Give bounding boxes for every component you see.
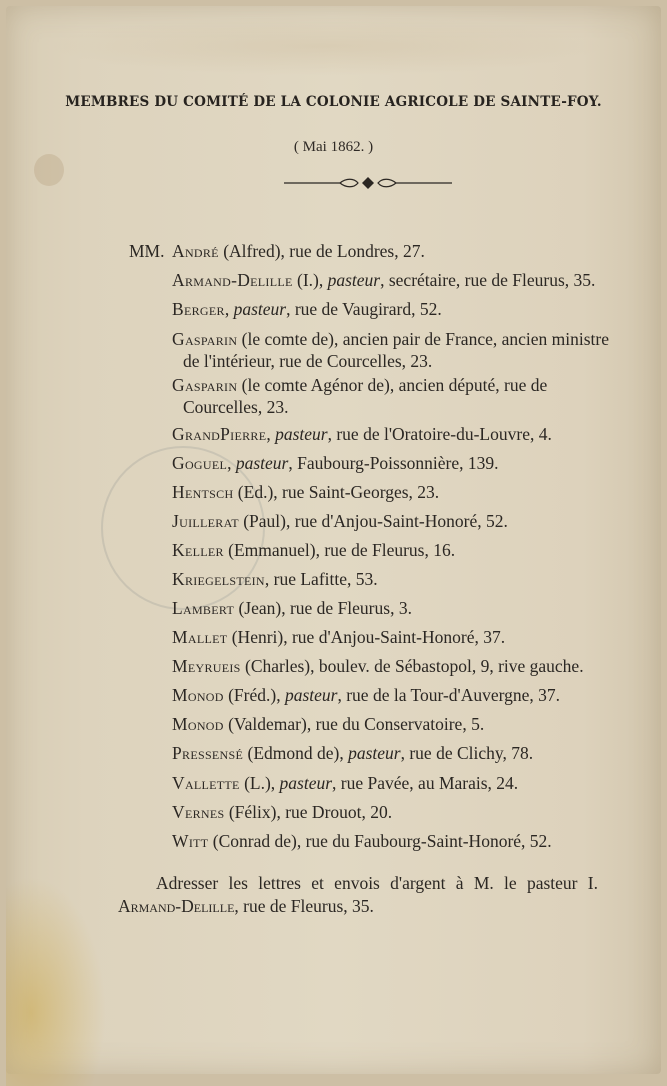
member-entry	[172, 328, 611, 372]
member-detail: (le comte Agénor de), ancien député, rue de Courcelles, 23.	[183, 375, 548, 417]
footer-text: Adresser les lettres et envois d'argent à M. le pasteur I.	[156, 873, 598, 893]
member-detail: (Alfred), rue de Londres, 27.	[218, 241, 425, 261]
member-entry	[172, 568, 611, 590]
member-entry	[172, 830, 611, 852]
member-name: Witt	[172, 831, 209, 851]
member-title: pasteur	[233, 299, 287, 319]
member-entry	[172, 626, 611, 648]
member-detail: (Henri), rue d'Anjou-Saint-Honoré, 37.	[227, 627, 506, 647]
member-detail: , rue Lafitte, 53.	[264, 569, 378, 589]
footer-text-end: , rue de Fleurus, 35.	[234, 896, 374, 916]
member-name: Berger	[172, 299, 225, 319]
document-title: MEMBRES DU COMITÉ DE LA COLONIE AGRICOLE DE SAINTE-FOY.	[65, 94, 602, 110]
member-name: Keller	[172, 540, 224, 560]
member-detail: (Paul), rue d'Anjou-Saint-Honoré, 52.	[238, 511, 508, 531]
member-name: Meyrueis	[172, 656, 241, 676]
member-title: pasteur	[348, 743, 401, 763]
member-entry	[172, 801, 611, 823]
member-name: Goguel	[172, 453, 228, 473]
member-entry	[172, 298, 611, 320]
member-name: Gasparin	[172, 329, 238, 349]
member-detail: (Conrad de), rue du Faubourg-Saint-Honoré, 52.	[208, 831, 552, 851]
member-detail: ,	[224, 299, 234, 319]
member-entry	[172, 374, 611, 418]
member-detail: (Jean), rue de Fleurus, 3.	[234, 598, 412, 618]
member-detail: (Ed.), rue Saint-Georges, 23.	[233, 482, 440, 502]
member-name: Juillerat	[172, 511, 239, 531]
footer-name: Armand-Delille	[118, 896, 235, 916]
member-detail: (L.),	[239, 773, 280, 793]
member-entry	[172, 269, 611, 291]
member-entry	[172, 240, 611, 262]
member-title: pasteur	[284, 685, 338, 705]
member-detail: (Fréd.),	[223, 685, 285, 705]
member-detail: (Edmond de),	[243, 743, 349, 763]
member-title: pasteur	[327, 270, 381, 290]
member-name: Vallette	[172, 773, 240, 793]
document-date: ( Mai 1862. )	[293, 139, 374, 155]
member-detail: (Charles), boulev. de Sébastopol, 9, rive gauche.	[240, 656, 584, 676]
member-detail: (Félix), rue Drouot, 20.	[224, 802, 393, 822]
member-title: pasteur	[279, 773, 333, 793]
member-name: Pressensé	[172, 743, 244, 763]
member-name: GrandPierre	[172, 424, 267, 444]
member-entry	[172, 481, 611, 503]
member-detail: (Emmanuel), rue de Fleurus, 16.	[223, 540, 456, 560]
member-name: André	[172, 241, 219, 261]
member-entry	[172, 655, 611, 677]
member-address: , Faubourg-Poissonnière, 139.	[288, 453, 499, 473]
member-detail: (le comte de), ancien pair de France, ancien ministre de l'intérieur, rue de Courcelles, 23.	[183, 329, 610, 371]
member-detail: (I.),	[292, 270, 328, 290]
member-name: Armand-Delille	[172, 270, 293, 290]
member-entry	[172, 539, 611, 561]
member-entry	[172, 597, 611, 619]
member-name: Kriegelstein	[172, 569, 265, 589]
member-title: pasteur	[275, 424, 328, 444]
member-entry	[172, 452, 611, 474]
member-entry	[172, 423, 611, 445]
member-name: Vernes	[172, 802, 225, 822]
member-name: Monod	[172, 685, 224, 705]
member-address: , rue de la Tour-d'Auvergne, 37.	[337, 685, 561, 705]
member-entry	[172, 684, 611, 706]
member-name: Hentsch	[172, 482, 234, 502]
member-entry	[172, 742, 611, 764]
member-address: , secrétaire, rue de Fleurus, 35.	[380, 270, 596, 290]
member-name: Monod	[172, 714, 224, 734]
member-detail: ,	[227, 453, 236, 473]
member-name: Lambert	[172, 598, 235, 618]
member-name: Gasparin	[172, 375, 238, 395]
member-name: Mallet	[172, 627, 228, 647]
member-detail: (Valdemar), rue du Conservatoire, 5.	[223, 714, 485, 734]
member-address: , rue de Clichy, 78.	[400, 743, 534, 763]
member-detail: ,	[266, 424, 276, 444]
member-title: pasteur	[235, 453, 289, 473]
member-entry	[172, 713, 611, 735]
member-address: , rue de l'Oratoire-du-Louvre, 4.	[327, 424, 552, 444]
member-entry	[172, 510, 611, 532]
member-address: , rue de Vaugirard, 52.	[286, 299, 442, 319]
footer-note	[118, 872, 598, 918]
members-prefix: MM.	[129, 241, 165, 261]
member-entry	[172, 772, 611, 794]
member-address: , rue Pavée, au Marais, 24.	[332, 773, 519, 793]
